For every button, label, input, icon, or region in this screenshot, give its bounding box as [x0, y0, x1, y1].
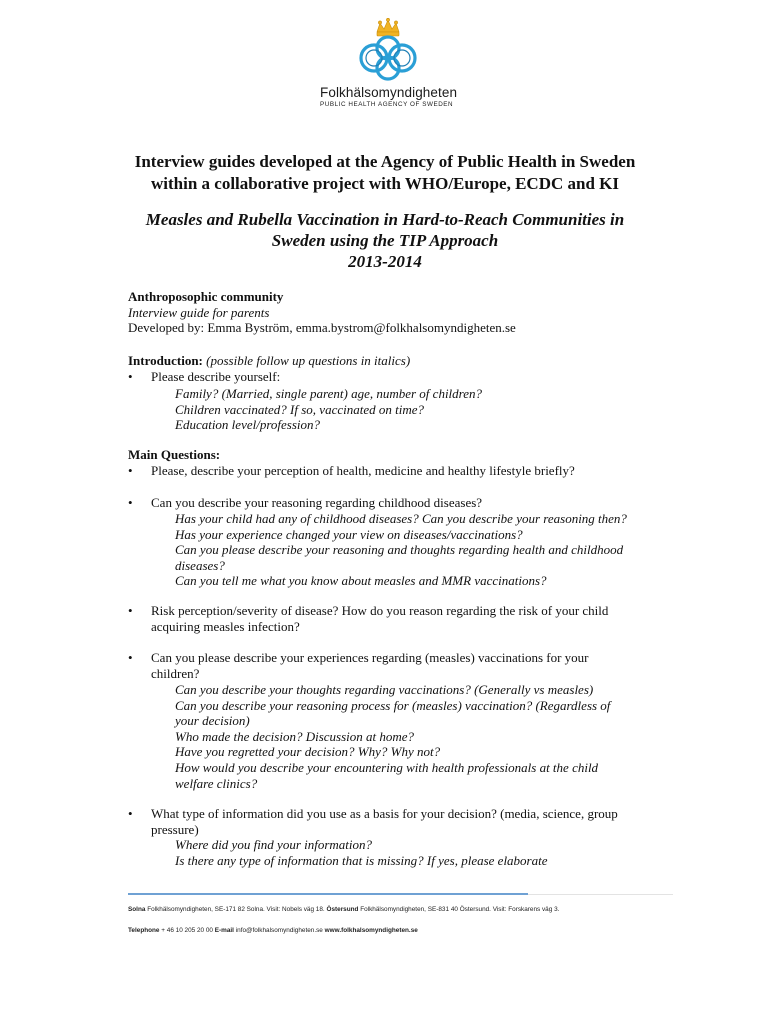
list-item: [128, 650, 688, 681]
agency-emblem-icon: [350, 18, 426, 84]
followup: Is there any type of information that is missing? If yes, please elaborate: [175, 852, 548, 868]
question-4-line-2: children?: [151, 665, 200, 681]
bullet-icon: •: [128, 463, 133, 478]
solna-address: Folkhälsomyndigheten, SE-171 82 Solna. Visit: Nobels väg 18.: [147, 906, 325, 913]
followup: Education level/profession?: [175, 417, 321, 433]
question-5-line-2: pressure): [151, 821, 199, 837]
list-item: [128, 369, 688, 385]
title-line-2: within a collaborative project with WHO/Europe, ECDC and KI: [151, 174, 619, 193]
subtitle-line-2: Sweden using the TIP Approach: [271, 231, 499, 250]
question-5-line-1: What type of information did you use as a basis for your decision? (media, science, group: [151, 806, 618, 821]
intro-note: (possible follow up questions in italics): [206, 353, 411, 368]
intro-followups: [175, 386, 680, 433]
followup: Who made the decision? Discussion at home?: [175, 728, 415, 744]
bullet-icon: •: [128, 806, 133, 821]
intro-label: Introduction:: [128, 353, 203, 368]
list-item: [128, 603, 688, 634]
ostersund-label: Östersund: [326, 906, 359, 913]
followup: How would you describe your encountering with health professionals at the child: [175, 759, 599, 775]
followup: welfare clinics?: [175, 775, 258, 791]
question-5-followups: [175, 837, 680, 868]
question-1: Please, describe your perception of health, medicine and healthy lifestyle briefly?: [151, 463, 575, 478]
followup: Family? (Married, single parent) age, number of children?: [175, 386, 483, 401]
logo-subtitle: PUBLIC HEALTH AGENCY OF SWEDEN: [320, 101, 454, 108]
followup: Has your experience changed your view on diseases/vaccinations?: [175, 526, 523, 542]
question-3: [151, 603, 688, 634]
email-label: E-mail: [214, 927, 234, 934]
bullet-icon: •: [128, 650, 133, 665]
list-item: [128, 463, 688, 479]
followup: Have you regretted your decision? Why? Why not?: [175, 744, 441, 760]
followup: Can you tell me what you know about measles and MMR vaccinations?: [175, 573, 547, 589]
question-5: [151, 806, 688, 837]
community-heading: Anthroposophic community: [128, 289, 284, 304]
subtitle-line-1: Measles and Rubella Vaccination in Hard-to-Reach Communities in: [145, 210, 625, 229]
developed-by: Developed by: Emma Byström, emma.bystrom@folkhalsomyndigheten.se: [128, 320, 516, 336]
bullet-icon: •: [128, 603, 133, 618]
telephone-label: Telephone: [128, 927, 160, 934]
intro-heading: [128, 353, 688, 369]
followup: your decision): [175, 713, 250, 729]
main-questions-heading: Main Questions:: [128, 447, 221, 462]
followup: Where did you find your information?: [175, 837, 373, 852]
question-4-followups: [175, 682, 680, 791]
subtitle-years: 2013-2014: [348, 252, 422, 271]
guide-meta: [128, 289, 516, 336]
question-2-followups: [175, 511, 680, 589]
footer-rule: [128, 893, 528, 895]
guide-type: Interview guide for parents: [128, 304, 270, 320]
agency-logo: [318, 18, 458, 113]
footer-addresses: [128, 906, 559, 913]
ostersund-address: Folkhälsomyndigheten, SE-831 40 Östersund. Visit: Forskarens väg 3.: [360, 906, 560, 913]
followup: Has your child had any of childhood diseases? Can you describe your reasoning then?: [175, 511, 627, 526]
followup: Can you describe your thoughts regarding vaccinations? (Generally vs measles): [175, 682, 594, 697]
intro-bullet: Please describe yourself:: [151, 369, 281, 384]
document-title: [100, 151, 670, 195]
title-line-1: Interview guides developed at the Agency of Public Health in Sweden: [134, 152, 636, 171]
question-4: [151, 650, 688, 681]
question-2: Can you describe your reasoning regarding childhood diseases?: [151, 495, 483, 510]
followup: Can you describe your reasoning process for (measles) vaccination? (Regardless of: [175, 697, 611, 713]
logo-name: Folkhälsomyndigheten: [320, 85, 458, 100]
question-3-line-2: acquiring measles infection?: [151, 618, 300, 634]
followup: Children vaccinated? If so, vaccinated on time?: [175, 401, 424, 417]
document-subtitle: [100, 209, 670, 272]
footer-rule-light: [528, 894, 673, 895]
solna-label: Solna: [128, 906, 146, 913]
email-address[interactable]: info@folkhalsomyndigheten.se: [235, 927, 323, 934]
followup: Can you please describe your reasoning and thoughts regarding health and childhood: [175, 542, 624, 558]
telephone-number: + 46 10 205 20 00: [161, 927, 213, 934]
question-4-line-1: Can you please describe your experiences regarding (measles) vaccinations for your: [151, 650, 589, 665]
footer-contact: [128, 927, 418, 934]
bullet-icon: •: [128, 369, 133, 384]
followup: diseases?: [175, 557, 225, 573]
list-item: [128, 806, 688, 837]
bullet-icon: •: [128, 495, 133, 510]
question-3-line-1: Risk perception/severity of disease? How do you reason regarding the risk of your child: [151, 603, 609, 618]
website-link[interactable]: www.folkhalsomyndigheten.se: [324, 927, 418, 934]
list-item: [128, 495, 688, 511]
